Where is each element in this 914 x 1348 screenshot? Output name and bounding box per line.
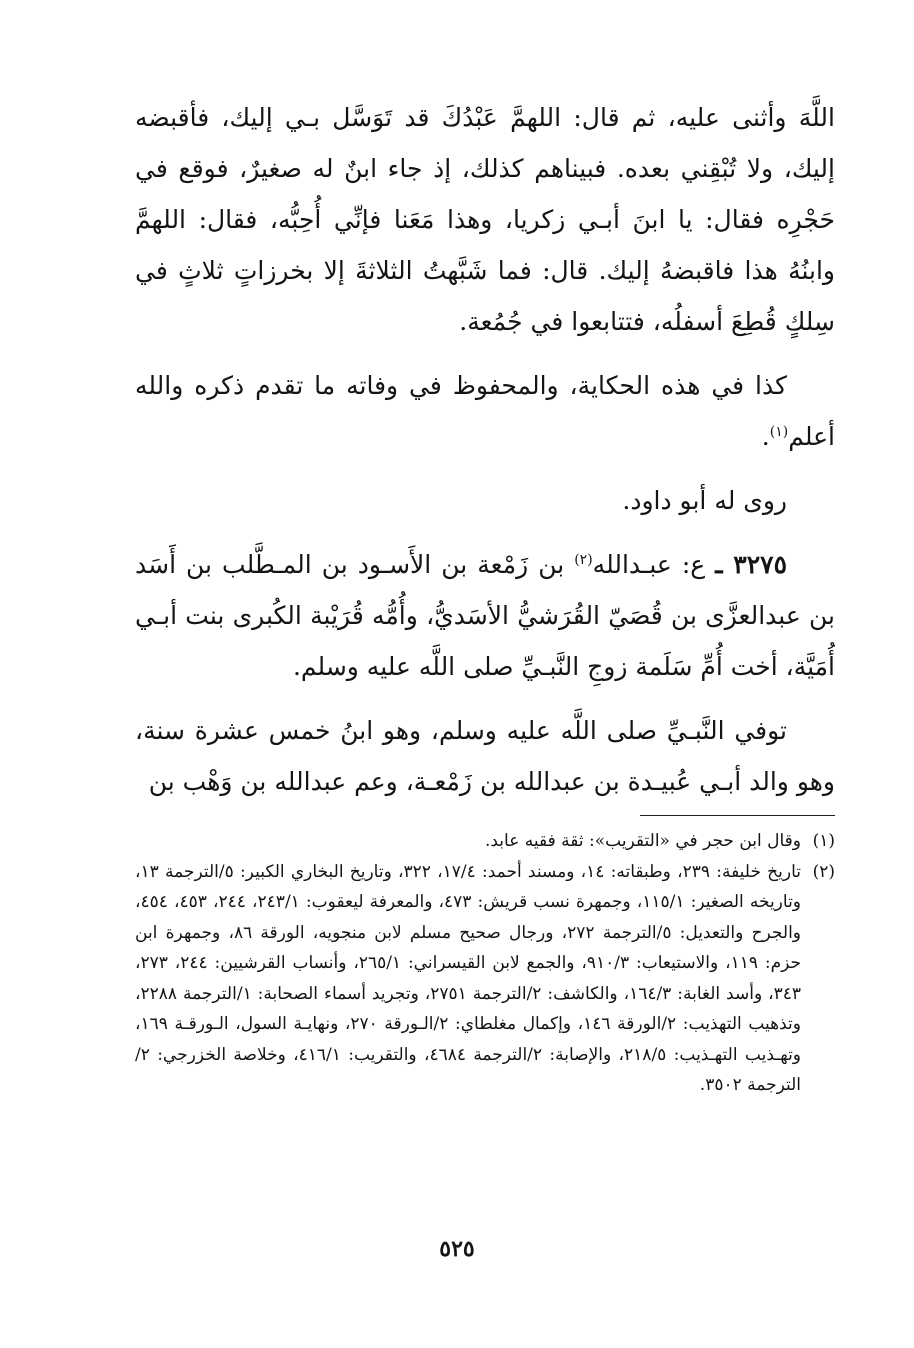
footnote-text: وقال ابن حجر في «التقريب»: ثقة فقيه عابد. bbox=[484, 831, 801, 851]
footnote-2 bbox=[135, 857, 835, 1101]
footnotes bbox=[135, 826, 835, 1101]
paragraph-story-end: اللَّهَ وأثنى عليه، ثم قال: اللهمَّ عَبْدُكَ قد تَوَسَّل بـي إليك، فأقبضه إليك، ولا تُبْقِني بعده. فبيناهم كذلك، إذ جاء ابنٌ له صغيرٌ، فوقع في حَجْرِه فقال: يا ابنَ أبـي زكريا، وهذا مَعَنا فإنِّي أُحِبُّه، فقال: اللهمَّ وابنُهُ هذا فاقبضهُ إليك. قال: فما شَبَّهتُ الثلاثةَ إلا بخرزاتٍ ثلاثٍ في سِلكٍ قُطِعَ أسفلُه، فتتابعوا في جُمُعة. bbox=[135, 103, 836, 336]
main-text bbox=[135, 92, 835, 807]
paragraph-commentary bbox=[135, 360, 835, 462]
footnote-separator bbox=[640, 815, 835, 816]
entry-name: ع: عبـدالله bbox=[592, 550, 716, 579]
footnote-1 bbox=[135, 826, 835, 857]
commentary-text: كذا في هذه الحكاية، والمحفوظ في وفاته ما تقدم ذكره والله أعلم bbox=[135, 371, 835, 451]
entry-lineage: بن زَمْعة بن الأَسـود بن المـطَّلب بن أَسَد بن عبدالعزَّى بن قُصَيّ القُرَشيُّ الأسَديُّ، وأُمُّه قُرَيْبة الكُبرى بنت أبـي أُمَيَّة، أخت أُمِّ سَلَمة زوجِ النَّبـيِّ صلى اللَّه عليه وسلم. bbox=[135, 550, 835, 681]
paragraph-death: توفي النَّبـيِّ صلى اللَّه عليه وسلم، وهو ابنُ خمس عشرة سنة، وهو والد أبـي عُبيـدة بن عبدالله بن زَمْعـة، وعم عبدالله بن وَهْب بن bbox=[135, 716, 835, 796]
footnote-ref-1[interactable]: (١) bbox=[769, 424, 789, 440]
footnote-ref-2[interactable]: (٢) bbox=[574, 552, 593, 568]
footnote-number: (١) bbox=[812, 831, 835, 851]
footnote-number: (٢) bbox=[812, 861, 835, 882]
entry-number: ٣٢٧٥ ـ bbox=[715, 550, 787, 579]
paragraph-narration: روى له أبو داود. bbox=[622, 486, 787, 515]
page-number: ٥٢٥ bbox=[439, 1236, 475, 1262]
biography-entry bbox=[135, 539, 835, 692]
commentary-period: . bbox=[761, 422, 770, 451]
footnote-text: تاريخ خليفة: ٢٣٩، وطبقاته: ١٤، ومسند أحمد: ١٧/٤، ٣٢٢، وتاريخ البخاري الكبير: ٥/الترجمة ١٣، وتاريخه الصغير: ١١٥/١، وجمهرة نسب قريش: ٤٧٣، والمعرفة ليعقوب: ٢٤٣/١، ٢٤٤، ٤٥٣، ٤٥٤، والجرح والتعديل: ٥/الترجمة ٢٧٢، ورجال صحيح مسلم لابن منجويه، الورقة ٨٦، وجمهرة ابن حزم: ١١٩، والاستيعاب: ٩١٠/٣، والجمع لابن القيسراني: ٢٦٥/١، وأنساب القرشيين: ٢٤٤، ٢٧٣، ٣٤٣، وأسد الغابة: ١٦٤/٣، والكاشف: ٢/الترجمة ٢٧٥١، وتجريد أسماء الصحابة: ١/الترجمة ٢٢٨٨، وتذهيب التهذيب: ٢/الورقة ١٤٦، وإكمال مغلطاي: ٢/الـورقة ٢٧٠، ونهايـة السول، الـورقـة ١٦٩، وتهـذيب التهـذيب: ٢١٨/٥، والإصابة: ٢/الترجمة ٤٦٨٤، والتقريب: ٤١٦/١، وخلاصة الخزرجي: ٢/الترجمة ٣٥٠٢. bbox=[135, 861, 802, 1095]
